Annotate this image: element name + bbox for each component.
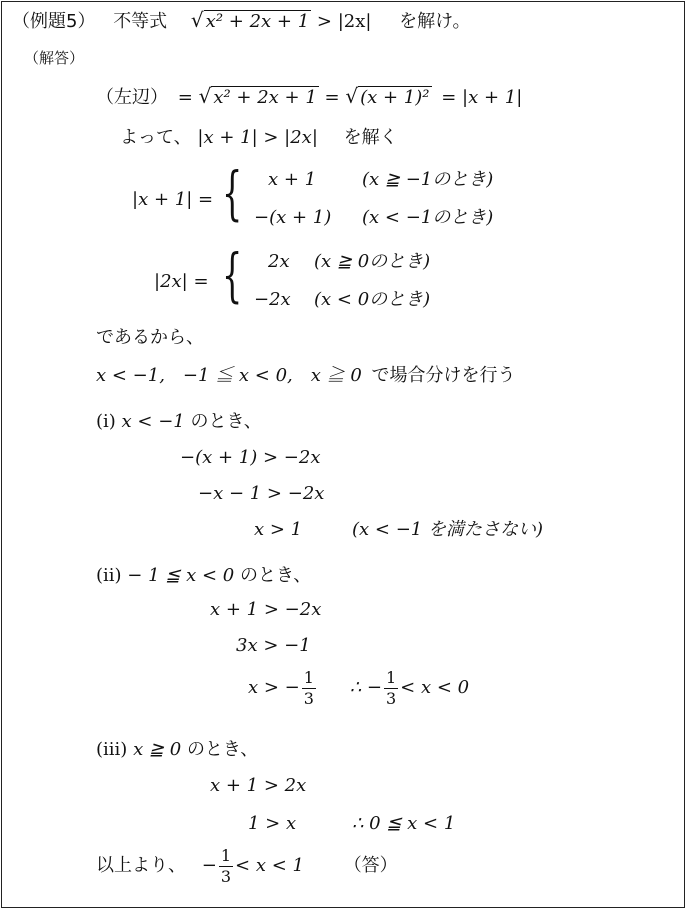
therefore-line <box>120 126 398 150</box>
problem-sqrt: √ x² + 2x + 1 <box>190 8 310 32</box>
sqrt-expression: √ x² + 2x + 1 <box>198 84 317 108</box>
case-iii-text: のとき、 <box>186 739 259 760</box>
answer-mark: （答） <box>343 855 398 876</box>
split-math: x < −1, −1 ≦ x < 0, x ≧ 0 <box>96 365 362 386</box>
case-iii-cond: x ≧ 0 <box>133 739 182 760</box>
problem-rhs: > |2x| <box>316 11 372 32</box>
case-iii-therefore: ∴ 0 ≦ x < 1 <box>352 813 456 834</box>
problem-action: を解け。 <box>399 11 471 32</box>
problem-text: 不等式 <box>113 11 168 32</box>
problem-header <box>12 8 470 34</box>
abs1-lhs: |x + 1| = <box>132 189 214 210</box>
fraction-3: $\frac{1}{3}$ <box>220 845 232 886</box>
equals-sign-2: = <box>324 87 340 108</box>
split-line <box>96 364 516 388</box>
abs1-row1-expr: x + 1 <box>268 169 317 190</box>
case-ii-text: のとき、 <box>239 565 312 586</box>
left-side-result: = |x + 1| <box>441 87 523 108</box>
case-ii-label: (ⅱ) <box>96 565 122 586</box>
case-iii-line1: x + 1 > 2x <box>210 775 307 796</box>
fraction: $\frac{1}{3}$ <box>303 667 314 708</box>
conclusion-line <box>96 844 398 888</box>
conclusion-pre: − <box>201 855 217 876</box>
problem-label: （例題5） <box>12 11 96 32</box>
case-iii-heading <box>96 738 258 762</box>
case-i-line2: −x − 1 > −2x <box>198 483 325 504</box>
left-side-line <box>96 84 522 110</box>
case-ii-line2: 3x > −1 <box>236 635 311 656</box>
case-ii-cond: − 1 ≦ x < 0 <box>127 565 235 586</box>
abs1-row1-cond: (x ≧ −1のとき) <box>362 169 494 190</box>
split-text: で場合分けを行う <box>371 365 516 386</box>
conclusion-tail: < x < 1 <box>235 855 304 876</box>
abs2-row1-cond: (x ≧ 0のとき) <box>314 251 431 272</box>
case-i-note: (x < −1 を満たさない) <box>352 519 543 540</box>
therefore-math: |x + 1| > |2x| <box>197 127 318 148</box>
case-i-line1: −(x + 1) > −2x <box>180 447 321 468</box>
sqrt-square: √ (x + 1)² <box>345 84 430 108</box>
case-ii-therefore: ∴ − <box>349 677 382 698</box>
case-i-text: のとき、 <box>190 411 262 432</box>
left-side-label: （左辺） <box>96 87 168 108</box>
case-iii-line2: 1 > x <box>248 813 297 834</box>
brace-icon-2: { <box>222 241 243 309</box>
abs1-row2-cond: (x < −1のとき) <box>362 207 494 228</box>
therefore-post: を解く <box>343 127 398 148</box>
answer-label: （解答） <box>24 49 85 67</box>
fraction-2: $\frac{1}{3}$ <box>385 667 397 708</box>
conclusion-text: 以上より、 <box>96 855 186 876</box>
therefore-pre: よって、 <box>120 127 192 148</box>
case-i-line3: x > 1 <box>254 519 303 540</box>
case-ii-l3-pre: x > − <box>248 677 300 698</box>
case-ii-line3 <box>248 666 469 710</box>
abs2-row2-cond: (x < 0のとき) <box>314 289 431 310</box>
case-i-label: (ⅰ) <box>96 411 116 432</box>
case-ii-line1: x + 1 > −2x <box>210 599 322 620</box>
abs2-lhs: |2x| = <box>154 271 209 292</box>
abs2-row1-expr: 2x <box>268 251 290 272</box>
abs1-row2-expr: −(x + 1) <box>254 207 332 228</box>
case-ii-therefore-tail: < x < 0 <box>400 677 470 698</box>
case-i-cond: x < −1 <box>121 411 185 432</box>
case-iii-label: (ⅲ) <box>96 739 128 760</box>
equals-sign: = <box>177 87 193 108</box>
case-i-heading <box>96 410 262 434</box>
because-line: であるから、 <box>96 327 204 348</box>
abs2-row2-expr: −2x <box>254 289 291 310</box>
case-ii-heading <box>96 564 311 588</box>
brace-icon: { <box>222 159 243 227</box>
